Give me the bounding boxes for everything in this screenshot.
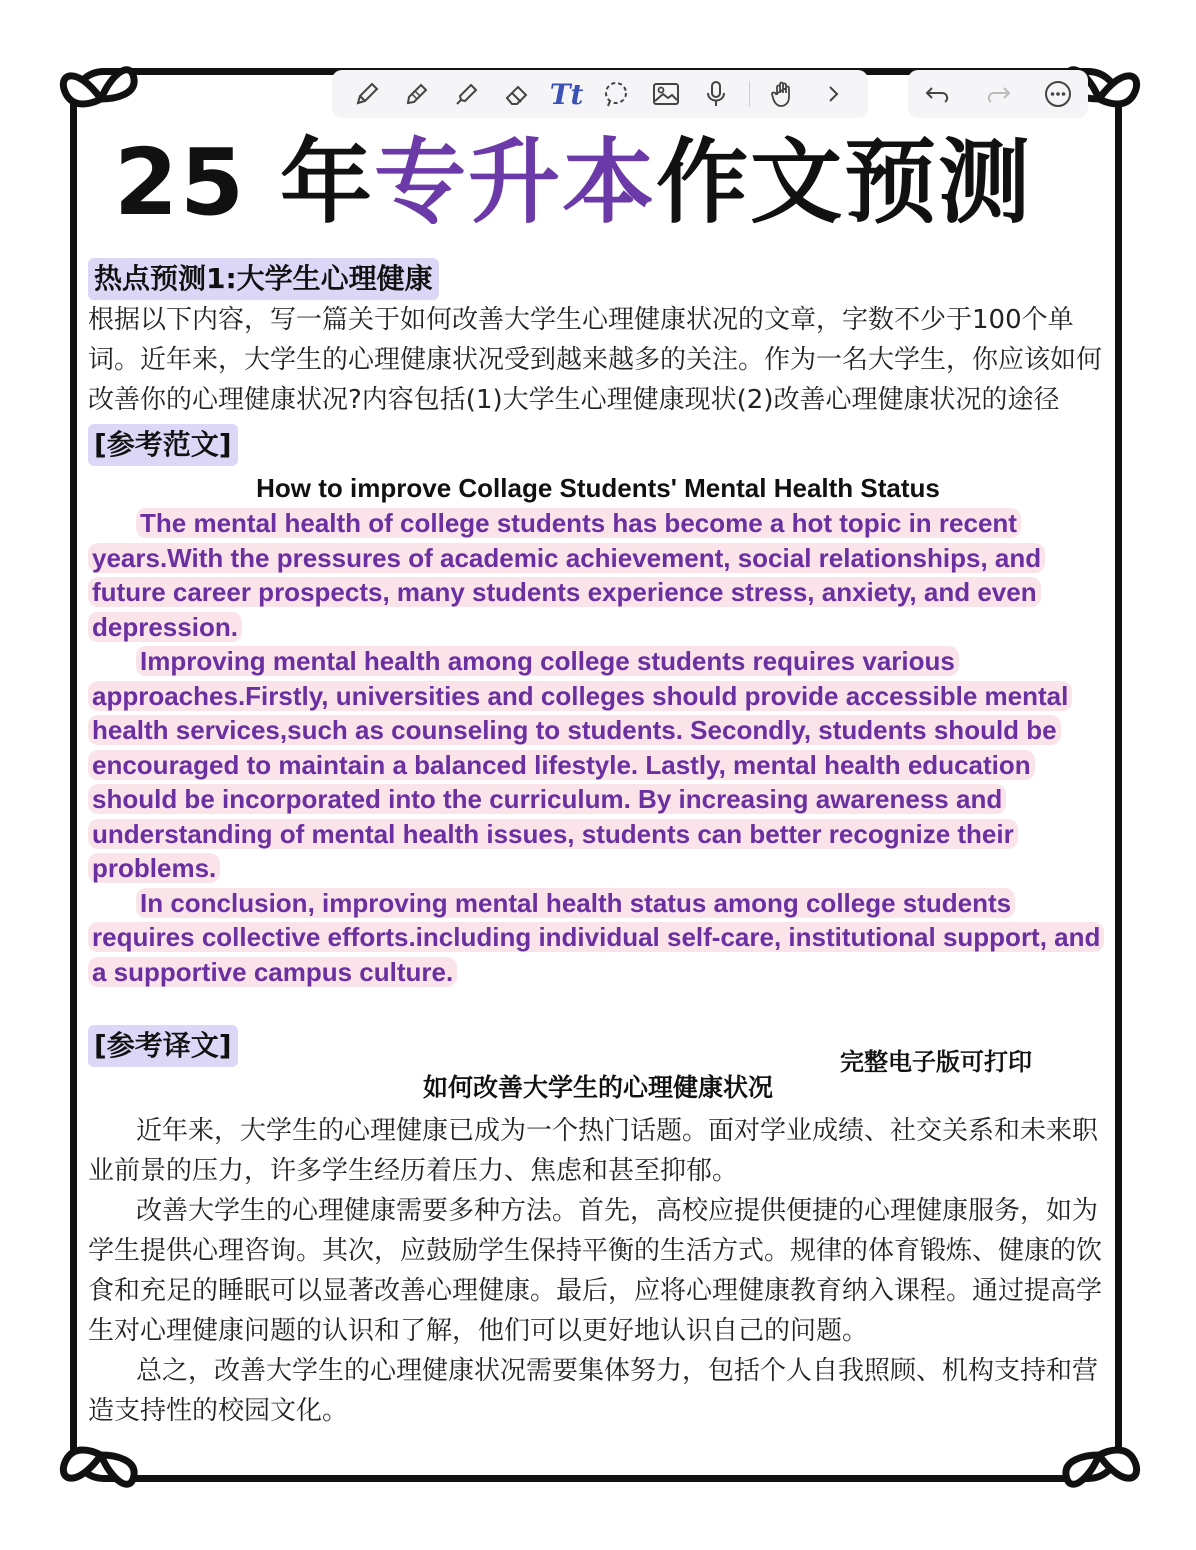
translation-paragraph-text: 近年来，大学生的心理健康已成为一个热门话题。面对学业成绩、社交关系和未来职业前景的压力，许多学生经历着压力、焦虑和甚至抑郁。 xyxy=(88,1116,1099,1186)
essay-paragraph xyxy=(88,506,1108,644)
essay-paragraph-text: Improving mental health among college students requires various approaches.Firstly, universities and colleges should provide accessible mental health services,such as counseling to students. Secondly, students should be encouraged to maintain a balanced lifestyle. Lastly, mental health education should be incorporated into the curriculum. By increasing awareness and understanding of mental health issues, students can better recognize their problems. xyxy=(88,646,1072,883)
more-icon[interactable] xyxy=(1041,77,1075,111)
pen-icon[interactable] xyxy=(350,77,384,111)
title-part-3: 作文预测 xyxy=(656,129,1033,236)
essay-title: How to improve Collage Students' Mental Health Status xyxy=(256,473,940,503)
history-tools-group xyxy=(908,70,1088,118)
redo-icon[interactable] xyxy=(981,77,1015,111)
text-tool-icon[interactable]: Tt xyxy=(549,77,584,111)
translation-body xyxy=(88,1111,1108,1511)
pencil-icon[interactable] xyxy=(400,77,434,111)
image-icon[interactable] xyxy=(649,77,683,111)
notes-toolbar xyxy=(132,70,1120,122)
title-part-2-highlight: 专升本 xyxy=(374,129,657,236)
topic-label: 热点预测1:大学生心理健康 xyxy=(88,258,439,300)
translation-paragraph-text: 总之，改善大学生的心理健康状况需要集体努力，包括个人自我照顾、机构支持和营造支持性的校园文化。 xyxy=(88,1356,1099,1426)
translation-paragraph xyxy=(88,1351,1108,1431)
topic-prompt: 根据以下内容，写一篇关于如何改善大学生心理健康状况的文章，字数不少于100个单词。近年来，大学生的心理健康状况受到越来越多的关注。作为一名大学生，你应该如何改善你的心理健康状况?内容包括(1)大学生心理健康现状(2)改善心理健康状况的途径 xyxy=(88,305,1103,415)
translation-paragraph-text: 改善大学生的心理健康需要多种方法。首先，高校应提供便捷的心理健康服务，如为学生提供心理咨询。其次，应鼓励学生保持平衡的生活方式。规律的体育锻炼、健康的饮食和充足的睡眠可以显著改善心理健康。最后，应将心理健康教育纳入课程。通过提高学生对心理健康问题的认识和了解，他们可以更好地认识自己的问题。 xyxy=(88,1196,1103,1346)
microphone-icon[interactable] xyxy=(699,77,733,111)
drawing-tools-group xyxy=(332,70,868,118)
translation-paragraph xyxy=(88,1111,1108,1191)
print-note: 完整电子版可打印 xyxy=(840,1048,1032,1076)
essay-paragraph-text: The mental health of college students has become a hot topic in recent years.With the pressures of academic achievement, social relationships, and future career prospects, many students experience stress, anxiety, and even depression. xyxy=(88,508,1045,642)
translation-title: 如何改善大学生的心理健康状况 xyxy=(422,1073,773,1102)
toolbar-separator xyxy=(749,81,750,107)
undo-icon[interactable] xyxy=(921,77,955,111)
eraser-icon[interactable] xyxy=(500,77,534,111)
essay-paragraph-text: In conclusion, improving mental health status among college students requires collective efforts.including individual self-care, institutional support, and a supportive campus culture. xyxy=(88,888,1104,987)
page-title xyxy=(114,128,1074,238)
title-part-1: 25 年 xyxy=(114,129,375,236)
essay-paragraph xyxy=(88,644,1108,886)
document-content xyxy=(88,258,1108,1511)
essay-label: [参考范文] xyxy=(88,424,238,466)
translation-paragraph xyxy=(88,1191,1108,1351)
lasso-icon[interactable] xyxy=(599,77,633,111)
translation-label: [参考译文] xyxy=(88,1025,238,1067)
essay-paragraph xyxy=(88,886,1108,990)
hand-icon[interactable] xyxy=(766,77,800,111)
highlighter-icon[interactable] xyxy=(450,77,484,111)
chevron-right-icon[interactable] xyxy=(816,77,850,111)
